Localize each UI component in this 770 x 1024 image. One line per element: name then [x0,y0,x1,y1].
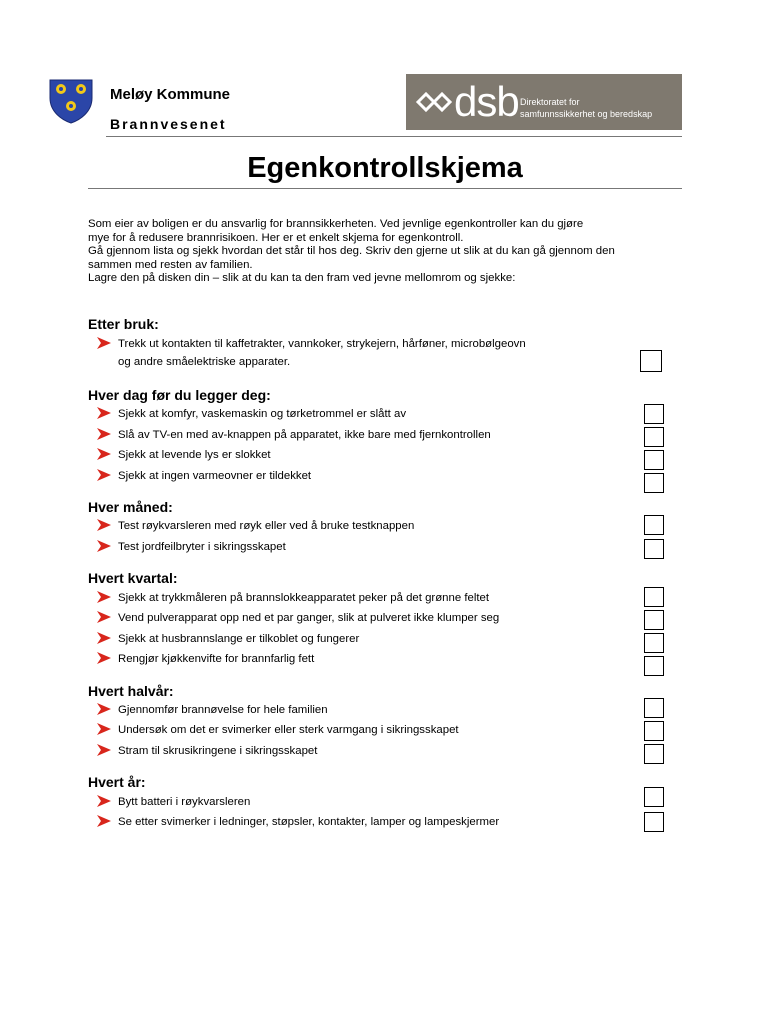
arrow-bullet-icon [96,814,112,828]
checkbox[interactable] [644,587,664,607]
arrow-bullet-icon [96,539,112,553]
checklist-item: Gjennomfør brannøvelse for hele familien [118,704,328,716]
section-title-etter-bruk: Etter bruk: [88,316,159,332]
dsb-tagline-1: Direktoratet for [520,97,580,107]
checklist-item: Sjekk at levende lys er slokket [118,449,271,461]
arrow-bullet-icon [96,722,112,736]
checkbox[interactable] [640,350,662,372]
checklist-item: Test røykvarsleren med røyk eller ved å bruke testknappen [118,520,415,532]
checklist-item: Vend pulverapparat opp ned et par ganger, slik at pulveret ikke klumper seg [118,612,500,624]
checkbox[interactable] [644,787,664,807]
arrow-bullet-icon [96,794,112,808]
checklist-item-continued: og andre småelektriske apparater. [118,356,291,368]
page-title: Egenkontrollskjema [247,152,523,184]
checkbox[interactable] [644,744,664,764]
checkbox[interactable] [644,610,664,630]
section-title-hvert-halvar: Hvert halvår: [88,683,174,699]
checklist-item: Bytt batteri i røykvarsleren [118,796,251,808]
checklist-item: Sjekk at husbrannslange er tilkoblet og fungerer [118,633,360,645]
dsb-wordmark: dsb [454,78,519,125]
dsb-logo [406,74,682,130]
checklist-item: Sjekk at komfyr, vaskemaskin og tørketrommel er slått av [118,408,407,420]
arrow-bullet-icon [96,631,112,645]
intro-line: Lagre den på disken din – slik at du kan ta den fram ved jevne mellomrom og sjekke: [88,272,516,285]
checklist-item: Rengjør kjøkkenvifte for brannfarlig fett [118,653,315,665]
checklist-item: Sjekk at trykkmåleren på brannslokkeapparatet peker på det grønne feltet [118,592,490,604]
org-name: Meløy Kommune [110,86,231,103]
meloy-crest-icon [48,78,94,124]
arrow-bullet-icon [96,702,112,716]
section-title-hver-dag: Hver dag før du legger deg: [88,387,271,403]
arrow-bullet-icon [96,518,112,532]
section-title-hvert-ar: Hvert år: [88,774,146,790]
checkbox[interactable] [644,721,664,741]
checklist-item: Sjekk at ingen varmeovner er tildekket [118,470,312,482]
arrow-bullet-icon [96,651,112,665]
checkbox[interactable] [644,427,664,447]
arrow-bullet-icon [96,336,112,350]
arrow-bullet-icon [96,427,112,441]
section-title-hvert-kvartal: Hvert kvartal: [88,570,178,586]
checkbox[interactable] [644,698,664,718]
checkbox[interactable] [644,450,664,470]
header-divider [106,136,682,137]
checklist-item: Undersøk om det er svimerker eller sterk varmgang i sikringsskapet [118,724,459,736]
intro-line: sammen med resten av familien. [88,258,253,271]
arrow-bullet-icon [96,590,112,604]
section-title-hver-maned: Hver måned: [88,499,173,515]
checkbox[interactable] [644,812,664,832]
arrow-bullet-icon [96,447,112,461]
intro-text [88,218,688,286]
checklist-item: Trekk ut kontakten til kaffetrakter, vannkoker, strykejern, hårføner, microbølgeovn [118,338,526,350]
checkbox[interactable] [644,539,664,559]
intro-line: mye for å redusere brannrisikoen. Her er et enkelt skjema for egenkontroll. [88,231,464,244]
checklist-item: Slå av TV-en med av-knappen på apparatet, ikke bare med fjernkontrollen [118,429,491,441]
dsb-tagline-2: samfunnssikkerhet og beredskap [520,109,653,119]
checkbox[interactable] [644,633,664,653]
checkbox[interactable] [644,473,664,493]
org-department: Brannvesenet [110,116,227,132]
arrow-bullet-icon [96,610,112,624]
checkbox[interactable] [644,656,664,676]
intro-line: Som eier av boligen er du ansvarlig for brannsikkerheten. Ved jevnlige egenkontroller kan du gjøre [88,218,584,230]
checklist-item: Stram til skrusikringene i sikringsskapet [118,745,318,757]
title-divider [88,188,682,189]
checkbox[interactable] [644,515,664,535]
arrow-bullet-icon [96,743,112,757]
checklist-item: Test jordfeilbryter i sikringsskapet [118,541,286,553]
arrow-bullet-icon [96,468,112,482]
checklist-item: Se etter svimerker i ledninger, støpsler, kontakter, lamper og lampeskjermer [118,816,500,828]
dsb-logo-icon [414,82,454,122]
arrow-bullet-icon [96,406,112,420]
intro-line: Gå gjennom lista og sjekk hvordan det står til hos deg. Skriv den gjerne ut slik at du kan gå gjennom den [88,245,615,258]
checkbox[interactable] [644,404,664,424]
